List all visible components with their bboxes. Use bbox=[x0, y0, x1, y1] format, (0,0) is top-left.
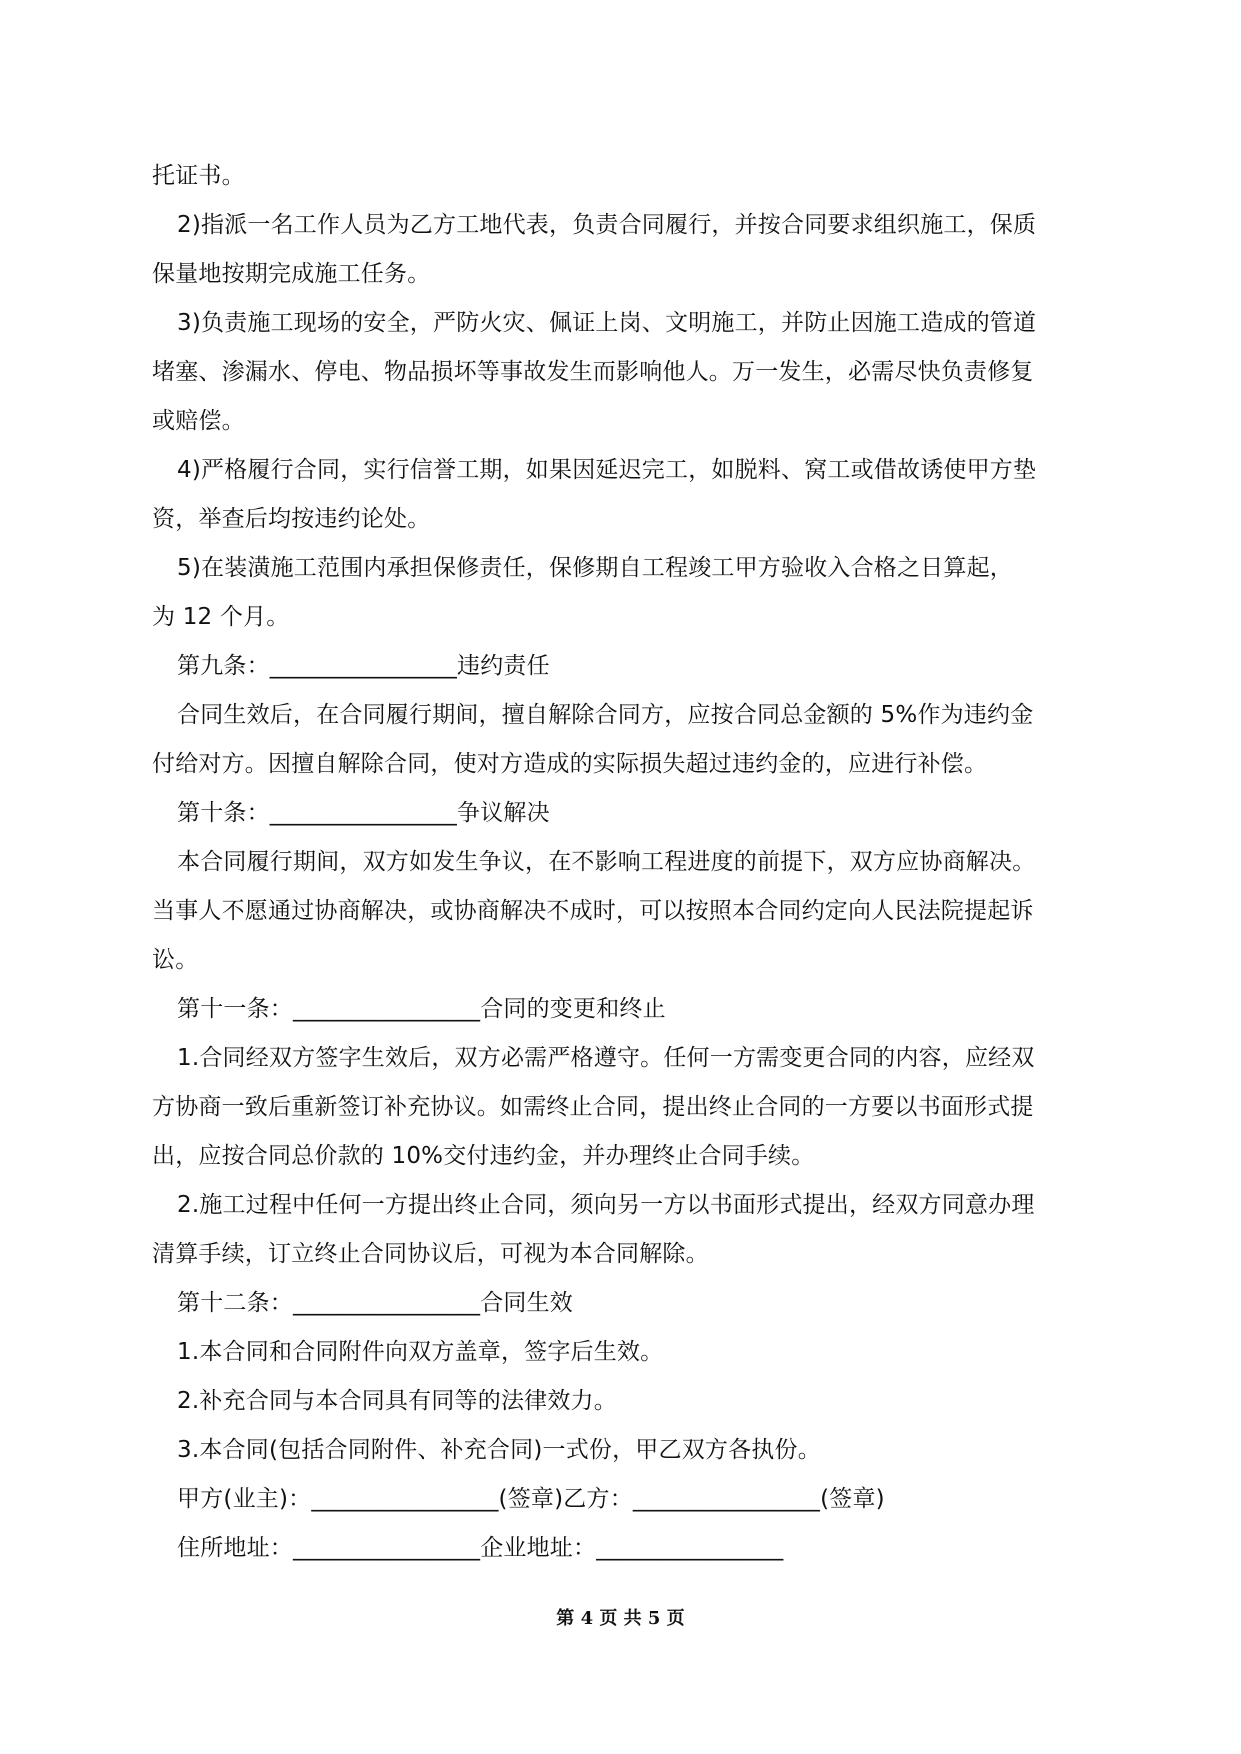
text-line: 或赔偿。 bbox=[152, 408, 245, 434]
text-line: 4)严格履行合同，实行信誉工期，如果因延迟完工，如脱料、窝工或借故诱使甲方垫 bbox=[177, 457, 1037, 483]
text-line: 本合同履行期间，双方如发生争议，在不影响工程进度的前提下，双方应协商解决。 bbox=[177, 849, 1036, 875]
text-line: 1.合同经双方签字生效后，双方必需严格遵守。任何一方需变更合同的内容，应经双 bbox=[177, 1045, 1035, 1071]
text-line: 资，举查后均按违约论处。 bbox=[152, 506, 431, 532]
address-line: 住所地址：________________企业地址：________________ bbox=[177, 1535, 784, 1561]
article-heading: 第十条：________________争议解决 bbox=[177, 800, 550, 826]
text-line: 出，应按合同总价款的 10%交付违约金，并办理终止合同手续。 bbox=[152, 1143, 815, 1169]
text-line: 方协商一致后重新签订补充协议。如需终止合同，提出终止合同的一方要以书面形式提 bbox=[152, 1094, 1034, 1120]
text-line: 当事人不愿通过协商解决，或协商解决不成时，可以按照本合同约定向人民法院提起诉 bbox=[152, 898, 1034, 924]
signature-line: 甲方(业主)：________________(签章)乙方：________________(签章) bbox=[177, 1486, 885, 1512]
text-line: 保量地按期完成施工任务。 bbox=[152, 261, 431, 287]
text-line: 5)在装潢施工范围内承担保修责任，保修期自工程竣工甲方验收入合格之日算起， bbox=[177, 555, 1014, 581]
text-line: 3.本合同(包括合同附件、补充合同)一式份，甲乙双方各执份。 bbox=[177, 1437, 821, 1463]
text-line: 3)负责施工现场的安全，严防火灾、佩证上岗、文明施工，并防止因施工造成的管道 bbox=[177, 310, 1037, 336]
text-line: 托证书。 bbox=[152, 163, 245, 189]
page-number-footer: 第 4 页 共 5 页 bbox=[556, 1608, 685, 1629]
article-heading: 第九条：________________违约责任 bbox=[177, 653, 550, 679]
text-line: 付给对方。因擅自解除合同，使对方造成的实际损失超过违约金的，应进行补偿。 bbox=[152, 751, 988, 777]
text-line: 堵塞、渗漏水、停电、物品损坏等事故发生而影响他人。万一发生，必需尽快负责修复 bbox=[152, 359, 1034, 385]
text-line: 为 12 个月。 bbox=[152, 604, 290, 630]
text-line: 1.本合同和合同附件向双方盖章，签字后生效。 bbox=[177, 1339, 664, 1365]
text-line: 2)指派一名工作人员为乙方工地代表，负责合同履行，并按合同要求组织施工，保质 bbox=[177, 212, 1037, 238]
document-body bbox=[152, 152, 1092, 1573]
text-line: 2.施工过程中任何一方提出终止合同，须向另一方以书面形式提出，经双方同意办理 bbox=[177, 1192, 1035, 1218]
text-line: 清算手续，订立终止合同协议后，可视为本合同解除。 bbox=[152, 1241, 709, 1267]
article-heading: 第十二条：________________合同生效 bbox=[177, 1290, 573, 1316]
text-line: 2.补充合同与本合同具有同等的法律效力。 bbox=[177, 1388, 617, 1414]
article-heading: 第十一条：________________合同的变更和终止 bbox=[177, 996, 666, 1022]
text-line: 讼。 bbox=[152, 947, 199, 973]
text-line: 合同生效后，在合同履行期间，擅自解除合同方，应按合同总金额的 5%作为违约金 bbox=[177, 702, 1034, 728]
